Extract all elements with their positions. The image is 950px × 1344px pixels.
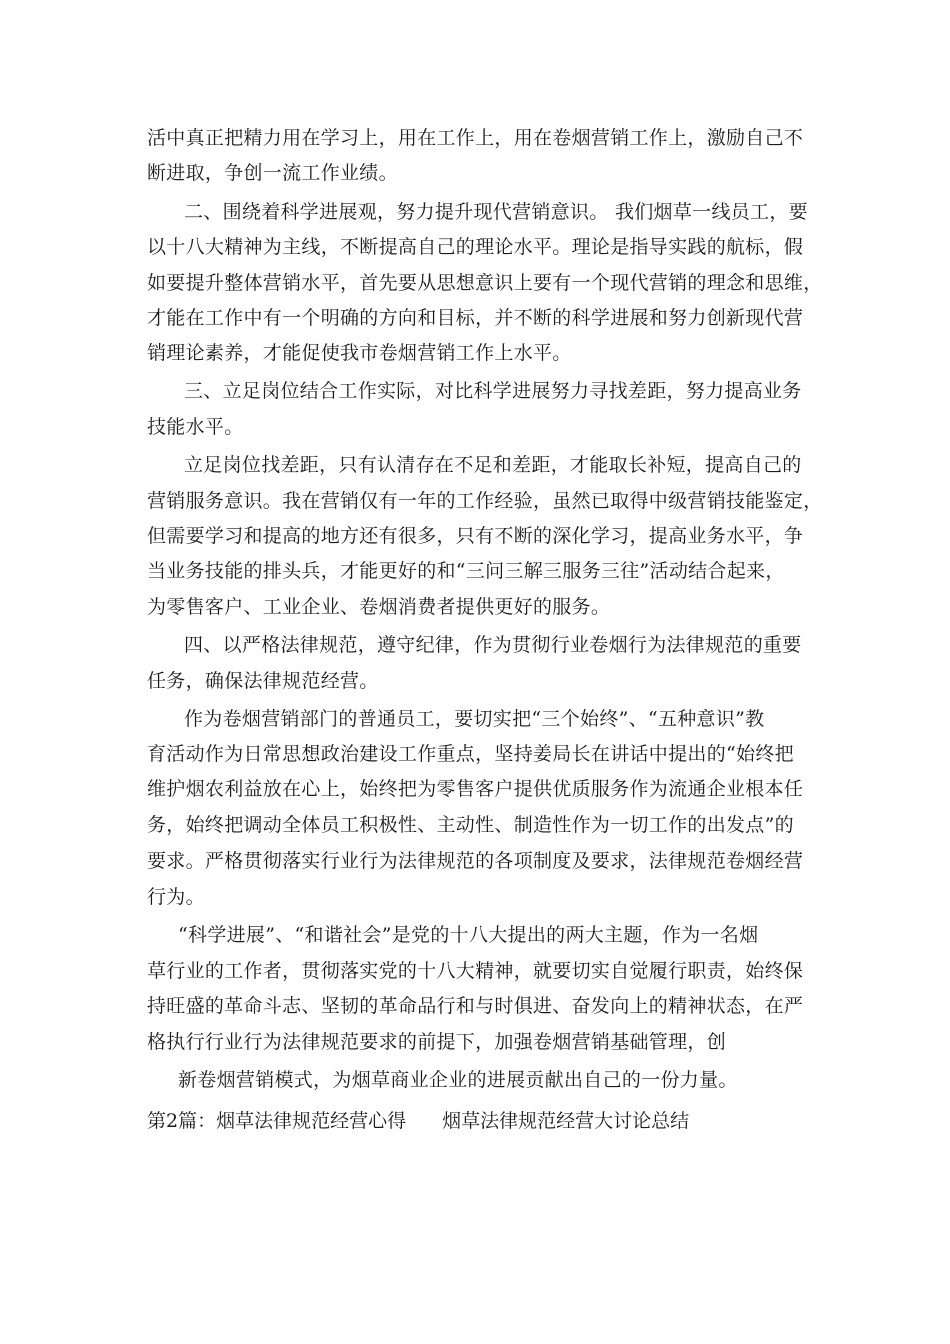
text-line: 作为卷烟营销部门的普通员工，要切实把“三个始终”、“五种意识”教 bbox=[184, 708, 765, 730]
article-title: 烟草法律规范经营大讨论总结 bbox=[442, 1110, 690, 1132]
text-line: 任务，确保法律规范经营。 bbox=[147, 670, 379, 692]
text-line: 四、以严格法律规范，遵守纪律，作为贯彻行业卷烟行为法律规范的重要 bbox=[184, 634, 802, 656]
text-line: 销理论素养，才能促使我市卷烟营销工作上水平。 bbox=[147, 342, 572, 364]
text-line: 新卷烟营销模式，为烟草商业企业的进展贡献出自己的一份力量。 bbox=[178, 1069, 738, 1091]
text-line: 活中真正把精力用在学习上，用在工作上，用在卷烟营销工作上，激励自己不 bbox=[147, 127, 804, 149]
text-line: 维护烟农利益放在心上，始终把为零售客户提供优质服务作为流通企业根本任 bbox=[147, 778, 804, 800]
text-line: 技能水平。 bbox=[147, 416, 244, 438]
text-line: 育活动作为日常思想政治建设工作重点，坚持姜局长在讲话中提出的“始终把 bbox=[147, 743, 794, 765]
text-line: 持旺盛的革命斗志、坚韧的革命品行和与时俱进、奋发向上的精神状态，在严 bbox=[147, 995, 804, 1017]
text-line: 以十八大精神为主线，不断提高自己的理论水平。理论是指导实践的航标，假 bbox=[147, 236, 804, 258]
text-line: 格执行行业行为法律规范要求的前提下，加强卷烟营销基础管理，创 bbox=[147, 1031, 727, 1053]
next-article-heading bbox=[147, 1108, 689, 1134]
text-line: 但需要学习和提高的地方还有很多，只有不断的深化学习，提高业务水平，争 bbox=[147, 525, 804, 547]
article-part-label: 第2篇：烟草法律规范经营心得 bbox=[147, 1110, 407, 1132]
text-line: 营销服务意识。我在营销仅有一年的工作经验，虽然已取得中级营销技能鉴定， bbox=[147, 490, 823, 512]
text-line: 断进取，争创一流工作业绩。 bbox=[147, 162, 398, 184]
text-line: 当业务技能的排头兵，才能更好的和“三问三解三服务三往”活动结合起来， bbox=[147, 560, 785, 582]
text-line: 务，始终把调动全体员工积极性、主动性、制造性作为一切工作的出发点”的 bbox=[147, 814, 794, 836]
text-line: 为零售客户、工业企业、卷烟消费者提供更好的服务。 bbox=[147, 596, 611, 618]
text-line: 二、围绕着科学进展观，努力提升现代营销意识。 我们烟草一线员工，要 bbox=[184, 201, 808, 223]
text-line: 三、立足岗位结合工作实际，对比科学进展努力寻找差距，努力提高业务 bbox=[184, 380, 802, 402]
text-line: 要求。严格贯彻落实行业行为法律规范的各项制度及要求，法律规范卷烟经营 bbox=[147, 850, 804, 872]
text-line: “科学进展”、“和谐社会”是党的十八大提出的两大主题，作为一名烟 bbox=[178, 924, 759, 946]
text-line: 才能在工作中有一个明确的方向和目标，并不断的科学进展和努力创新现代营 bbox=[147, 307, 804, 329]
text-line: 如要提升整体营销水平，首先要从思想意识上要有一个现代营销的理念和思维， bbox=[147, 272, 823, 294]
text-line: 立足岗位找差距，只有认清存在不足和差距，才能取长补短，提高自己的 bbox=[184, 454, 802, 476]
text-line: 行为。 bbox=[147, 886, 205, 908]
text-line: 草行业的工作者，贯彻落实党的十八大精神，就要切实自觉履行职责，始终保 bbox=[147, 960, 804, 982]
